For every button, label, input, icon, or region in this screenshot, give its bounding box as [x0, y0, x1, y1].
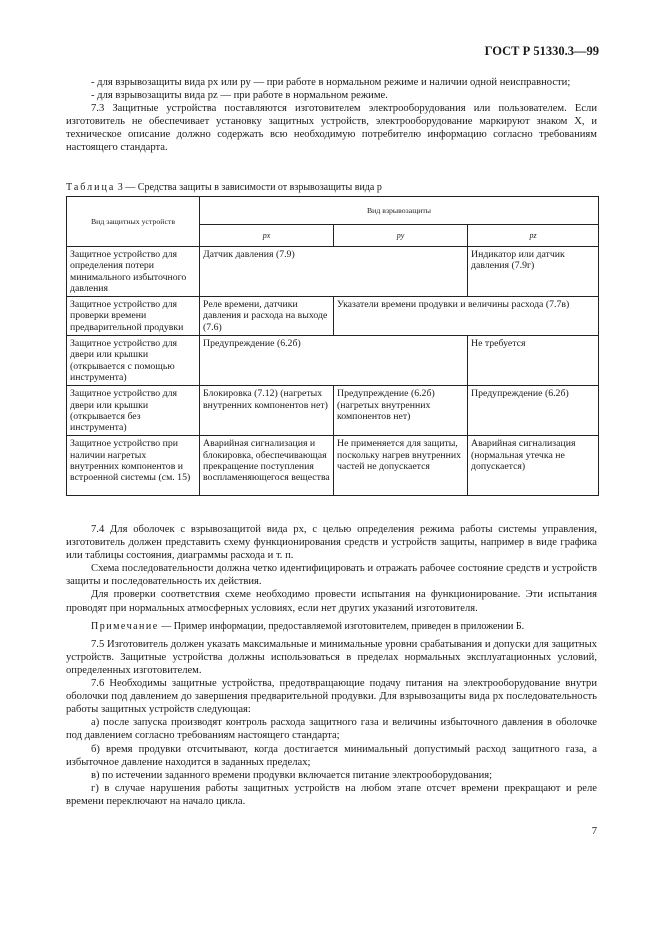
- paragraph-7-6: 7.6 Необходимы защитные устройства, предотвращающие подачу питания на электрооборудование внутри оболочки под давлением до завершения предварительной продувки. Для взрывозащиты вида px последовательность работы защитных устройств следующая:: [66, 678, 597, 716]
- table-cell: Защитное устройство для определения потери минимального избыточного давления: [67, 247, 200, 297]
- table-cell: Не применяется для защиты, поскольку нагрев внутренних частей не допускается: [334, 436, 468, 496]
- table-cell: Датчик давления (7.9): [200, 247, 468, 297]
- table-cell: Указатели времени продувки и величины расхода (7.7в): [334, 297, 599, 336]
- header-py: py: [334, 225, 468, 247]
- protection-table: [66, 196, 599, 496]
- table-cell: Предупреждение (6.2б) (нагретых внутренних компонентов нет): [334, 386, 468, 436]
- table-cell: Защитное устройство при наличии нагретых внутренних компонентов и встроенной системы (см. 15): [67, 436, 200, 496]
- page-number: 7: [591, 826, 597, 837]
- list-item: а) после запуска производят контроль расхода защитного газа и величины избыточного давления в оболочке под давлением согласно требованиям настоящего стандарта;: [66, 717, 597, 742]
- document-code: ГОСТ Р 51330.3—99: [484, 44, 599, 58]
- paragraph-7-4: 7.4 Для оболочек с взрывозащитой вида px, с целью определения режима работы системы управления, изготовитель должен представить схему функционирования средств и устройств защиты, например в виде графика или таблицы состояния, диаграммы расхода и т. п.: [66, 524, 597, 562]
- paragraph-7-5: 7.5 Изготовитель должен указать максимальные и минимальные уровни срабатывания и допуски для защитных устройств. Защитные устройства должны использоваться в пределах нормальных эксплуатационных условий, определенных изготовителем.: [66, 638, 597, 676]
- table-cell: Предупреждение (6.2б): [200, 336, 468, 386]
- paragraph: Для проверки соответствия схеме необходимо провести испытания на функционирование. Эти испытания проводят при нормальных атмосферных условиях, если нет других указаний изготовителя.: [66, 589, 597, 614]
- header-protection-type: Вид взрывозащиты: [200, 197, 599, 225]
- note-text: — Пример информации, предоставляемой изготовителем, приведен в приложении Б.: [158, 620, 525, 632]
- table-caption-label: Таблица: [66, 182, 116, 193]
- table-caption-text: 3 — Средства защиты в зависимости от взрывозащиты вида p: [117, 182, 382, 193]
- list-item: б) время продувки отсчитывают, когда достигается минимальный допустимый расход защитного газа, а избыточное давление находится в заданных пределах;: [66, 743, 597, 768]
- table-cell: Аварийная сигнализация и блокировка, обеспечивающая прекращение поступления воспламеняющегося вещества: [200, 436, 334, 496]
- table-caption: [66, 182, 382, 193]
- paragraph: - для взрывозащиты вида pz — при работе в нормальном режиме.: [91, 90, 388, 102]
- table-cell: Не требуется: [468, 336, 599, 386]
- header-device-type: Вид защитных устройств: [67, 197, 200, 247]
- header-px: px: [200, 225, 334, 247]
- list-item: г) в случае нарушения работы защитных устройств на любом этапе отсчет времени прекращают и реле времени переключают на начало цикла.: [66, 782, 597, 807]
- paragraph: Схема последовательности должна четко идентифицировать и отражать рабочее состояние средств и устройств защиты и последовательность их действия.: [66, 563, 597, 588]
- table-cell: Защитное устройство для проверки времени предварительной продувки: [67, 297, 200, 336]
- note-label: Примечание: [91, 620, 159, 632]
- paragraph-7-3: 7.3 Защитные устройства поставляются изготовителем электрооборудования или пользователем. Если изготовитель не обеспечивает установку защитных устройств, электрооборудование маркируют знаком X, и техническое описание должно содержать всю необходимую потребителю информацию согласно требованиям настоящего стандарта.: [66, 103, 597, 154]
- intro-block: [66, 76, 597, 155]
- table-cell: Предупреждение (6.2б): [468, 386, 599, 436]
- table-cell: Реле времени, датчики давления и расхода на выходе (7.6): [200, 297, 334, 336]
- note: [66, 620, 597, 633]
- header-pz: pz: [468, 225, 599, 247]
- paragraph: - для взрывозащиты вида px или py — при работе в нормальном режиме и наличии одной неисправности;: [91, 77, 571, 88]
- table-cell: Защитное устройство для двери или крышки (открывается с помощью инструмента): [67, 336, 200, 386]
- table-cell: Аварийная сигнализация (нормальная утечка не допускается): [468, 436, 599, 496]
- body-block: [66, 523, 597, 808]
- table-cell: Блокировка (7.12) (нагретых внутренних компонентов нет): [200, 386, 334, 436]
- list-item: в) по истечении заданного времени продувки включается питание электрооборудования;: [91, 769, 493, 781]
- table-cell: Индикатор или датчик давления (7.9г): [468, 247, 599, 297]
- table-cell: Защитное устройство для двери или крышки (открывается без инструмента): [67, 386, 200, 436]
